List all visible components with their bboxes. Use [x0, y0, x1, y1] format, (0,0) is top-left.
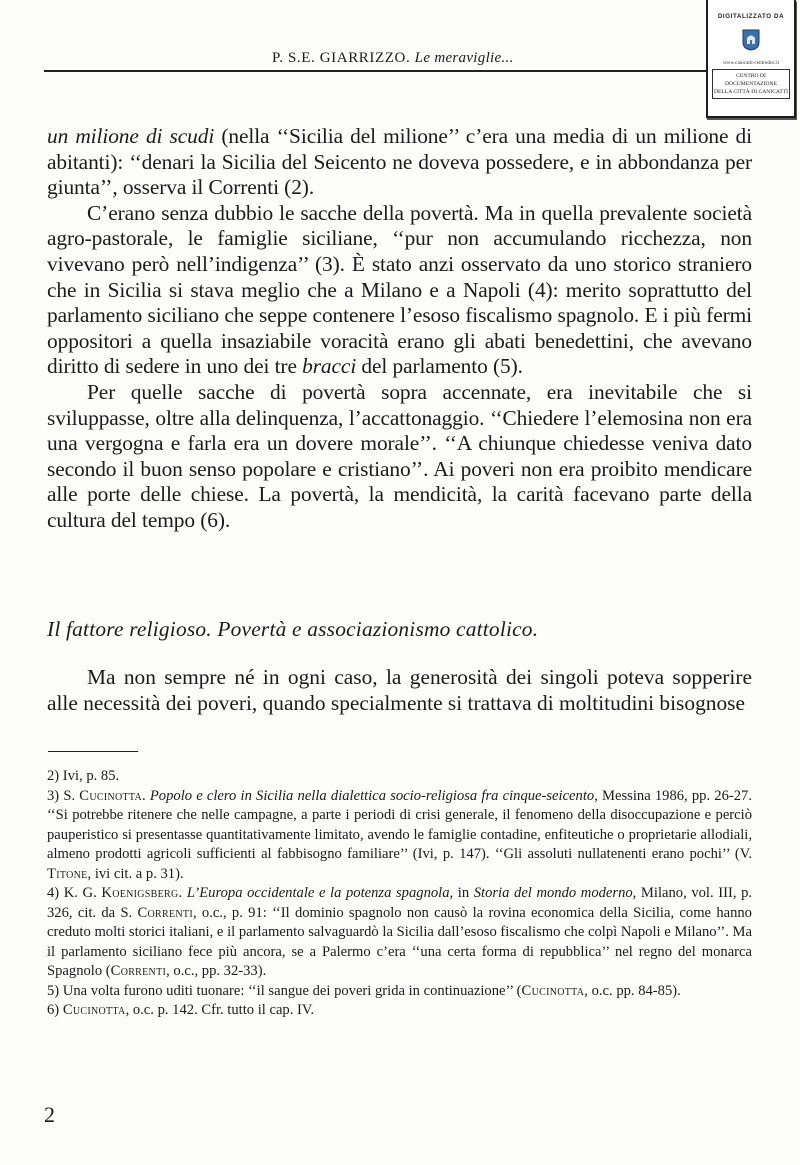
running-head	[272, 50, 514, 67]
main-text	[47, 124, 752, 534]
footnote-5-text-a: 5) Una volta furono uditi tuonare: ‘‘il sangue dei poveri grida in continuazione’’ (	[47, 982, 522, 999]
footnote-4-author: Koenigsberg	[101, 885, 179, 901]
stamp-line-1: CENTRO DI DOCUMENTAZIONE	[724, 73, 778, 87]
section-heading: Il fattore religioso. Povertà e associazionismo cattolico.	[47, 617, 539, 641]
footnote-5-author: Cucinotta	[521, 982, 585, 999]
footnote-5-text-b: , o.c. pp. 84-85).	[584, 982, 681, 999]
footnote-4-title: L’Europa occidentale e la potenza spagnola	[186, 885, 450, 901]
stamp-title: DIGITALIZZATO DA	[717, 13, 785, 20]
footnote-4-title-2: Storia del mondo moderno	[473, 885, 633, 901]
page-number: 2	[44, 1102, 55, 1127]
section-body	[47, 664, 752, 716]
footnote-2: 2) Ivi, p. 85.	[47, 768, 120, 784]
header-author: P. S.E. GIARRIZZO.	[272, 50, 411, 66]
footnote-3-title: Popolo e clero in Sicilia nella dialettica socio-religiosa fra cinque-seicento	[149, 787, 595, 804]
stamp-label-box	[712, 69, 790, 99]
footnote-4-text-d: , o.c., pp. 32-33).	[166, 963, 267, 979]
header-book-title: Le meraviglie...	[414, 50, 514, 66]
footnote-3: 3) S. Cucinotta. Popolo e clero in Sicilia nella dialettica socio-religiosa fra cinque-seicento, Messina 1986, pp. 26-27. ‘‘Si potrebbe ritenere che nelle campagne, a parte i periodi di crisi generale, il fenomeno della disoccupazione e perciò pauperistico si presentasse quantitativamente limitato, avendo le famiglie contadine, enfiteutiche o proprietarie allodiali, almeno prodotti agricoli sufficienti al fabbisogno familiare’’ (Ivi, p. 147). ‘‘Gli assoluti nullatenenti erano pochi’’ (V. Titone, ivi cit. a p. 31).	[47, 787, 753, 882]
paragraph-3: Per quelle sacche di povertà sopra accennate, era inevitabile che si sviluppasse, oltre alla delinquenza, l’accattonaggio. ‘‘Chiedere l’elemosina non era una vergogna e farla era un dovere morale’’. ‘‘A chiunque chiedesse veniva dato secondo il buon senso popolare e cristiano’’. Ai poveri non era proibito mendicare alle porte delle chiese. La povertà, la mendicità, la carità facevano parte della cultura del tempo (6).	[47, 379, 752, 532]
footnote-3-number: 3) S.	[47, 787, 80, 804]
footnote-5	[47, 982, 752, 1002]
footnote-4-author-2: Correnti	[137, 904, 193, 921]
paragraph-2-italic: bracci	[302, 354, 357, 379]
section-paragraph: Ma non sempre né in ogni caso, la generosità dei singoli poteva sopperire alle necessità dei poveri, quando specialmente si trattava di moltitudini bisognose	[47, 665, 752, 715]
footnote-4-author-3: Correnti	[110, 963, 167, 979]
paragraph-1	[47, 124, 752, 201]
footnote-4-text-a: , in	[449, 885, 474, 901]
header-rule	[44, 70, 710, 72]
footnote-6-author: Cucinotta	[62, 1002, 126, 1018]
stamp-website: www.canicatti-centrodoc.it	[722, 60, 780, 66]
digitization-stamp	[706, 0, 796, 118]
footnote-6-text: , o.c. p. 142. Cfr. tutto il cap. IV.	[125, 1002, 315, 1018]
paragraph-2-text-a: C’erano senza dubbio le sacche della povertà. Ma in quella prevalente società agro-pastorale, le famiglie siciliane, ‘‘pur non accumulando ricchezza, non vivevano però nell’indigenza’’ (3). È stato anzi osservato da uno storico straniero che in Sicilia si stava meglio che a Milano e a Napoli (4): merito soprattutto del parlamento siciliano che seppe contenere l’esoso fiscalismo spagnolo. E i più fermi oppositori a quella insaziabile voracità erano gli abati benedettini, che avevano diritto di sedere in uno dei tre	[47, 200, 752, 379]
footnote-3-author-2: Titone	[47, 865, 88, 882]
paragraph-2	[47, 201, 752, 380]
footnote-6-number: 6)	[47, 1002, 63, 1018]
stamp-line-2: DELLA CITTÀ DI CANICATTÌ	[713, 89, 789, 95]
footnote-4-number: 4) K. G.	[47, 885, 102, 901]
footnote-4: 4) K. G. Koenigsberg. L’Europa occidentale e la potenza spagnola, in Storia del mondo moderno, Milano, vol. III, p. 326, cit. da S. Correnti, o.c., p. 91: ‘‘Il dominio spagnolo non causò la rovina economica della Sicilia, come hanno creduto molti storici italiani, e il parlamento salvaguardò la Sicilia dall’esoso fiscalismo che colpì Napoli e Milano’’. Ma il parlamento siciliano fece più ancora, se a Palermo c’era ‘‘una certa forma di repubblica’’ nel regno del monarca Spagnolo (Correnti, o.c., pp. 32-33).	[47, 885, 753, 979]
footnote-3-text-a: , Messina 1986, pp. 26-27. ‘‘Si potrebbe ritenere che nelle campagne, a parte i periodi di crisi generale, il fenomeno della disoccupazione e perciò pauperistico si presentasse quantitativamente limitato, avendo le famiglie contadine, enfiteutiche o proprietarie allodiali, almeno prodotti agricoli sufficienti al fabbisogno familiare’’ (Ivi, p. 147). ‘‘Gli assoluti nullatenenti erano pochi’’ (V.	[47, 787, 753, 862]
footnote-3-author: Cucinotta	[79, 787, 143, 804]
footnote-4-text-c: , o.c., p. 91: ‘‘Il dominio spagnolo non causò la rovina economica della Sicilia, come hanno creduto molti storici italiani, e il parlamento salvaguardò la Sicilia dall’esoso fiscalismo che colpì Napoli e Milano’’. Ma il parlamento siciliano fece più ancora, se a Palermo c’era ‘‘una certa forma di repubblica’’ nel regno del monarca Spagnolo (	[47, 904, 752, 979]
paragraph-1-italic: un milione di scudi	[47, 124, 215, 148]
footnote-6	[47, 1001, 752, 1021]
footnote-4-text-b: , Milano, vol. III, p. 326, cit. da S.	[47, 885, 753, 921]
footnote-3-text-b: , ivi cit. a p. 31).	[87, 865, 184, 882]
town-crest-icon	[742, 29, 760, 51]
paragraph-1-text: (nella ‘‘Sicilia del milione’’ c’era una media di un milione di abitanti): ‘‘denari la Sicilia del Seicento ne doveva possedere, e in abbondanza per giunta’’, osserva il Correnti (2).	[47, 124, 752, 200]
footnote-rule	[48, 751, 138, 752]
paragraph-2-text-b: del parlamento (5).	[356, 354, 523, 379]
footnotes	[47, 767, 752, 1021]
